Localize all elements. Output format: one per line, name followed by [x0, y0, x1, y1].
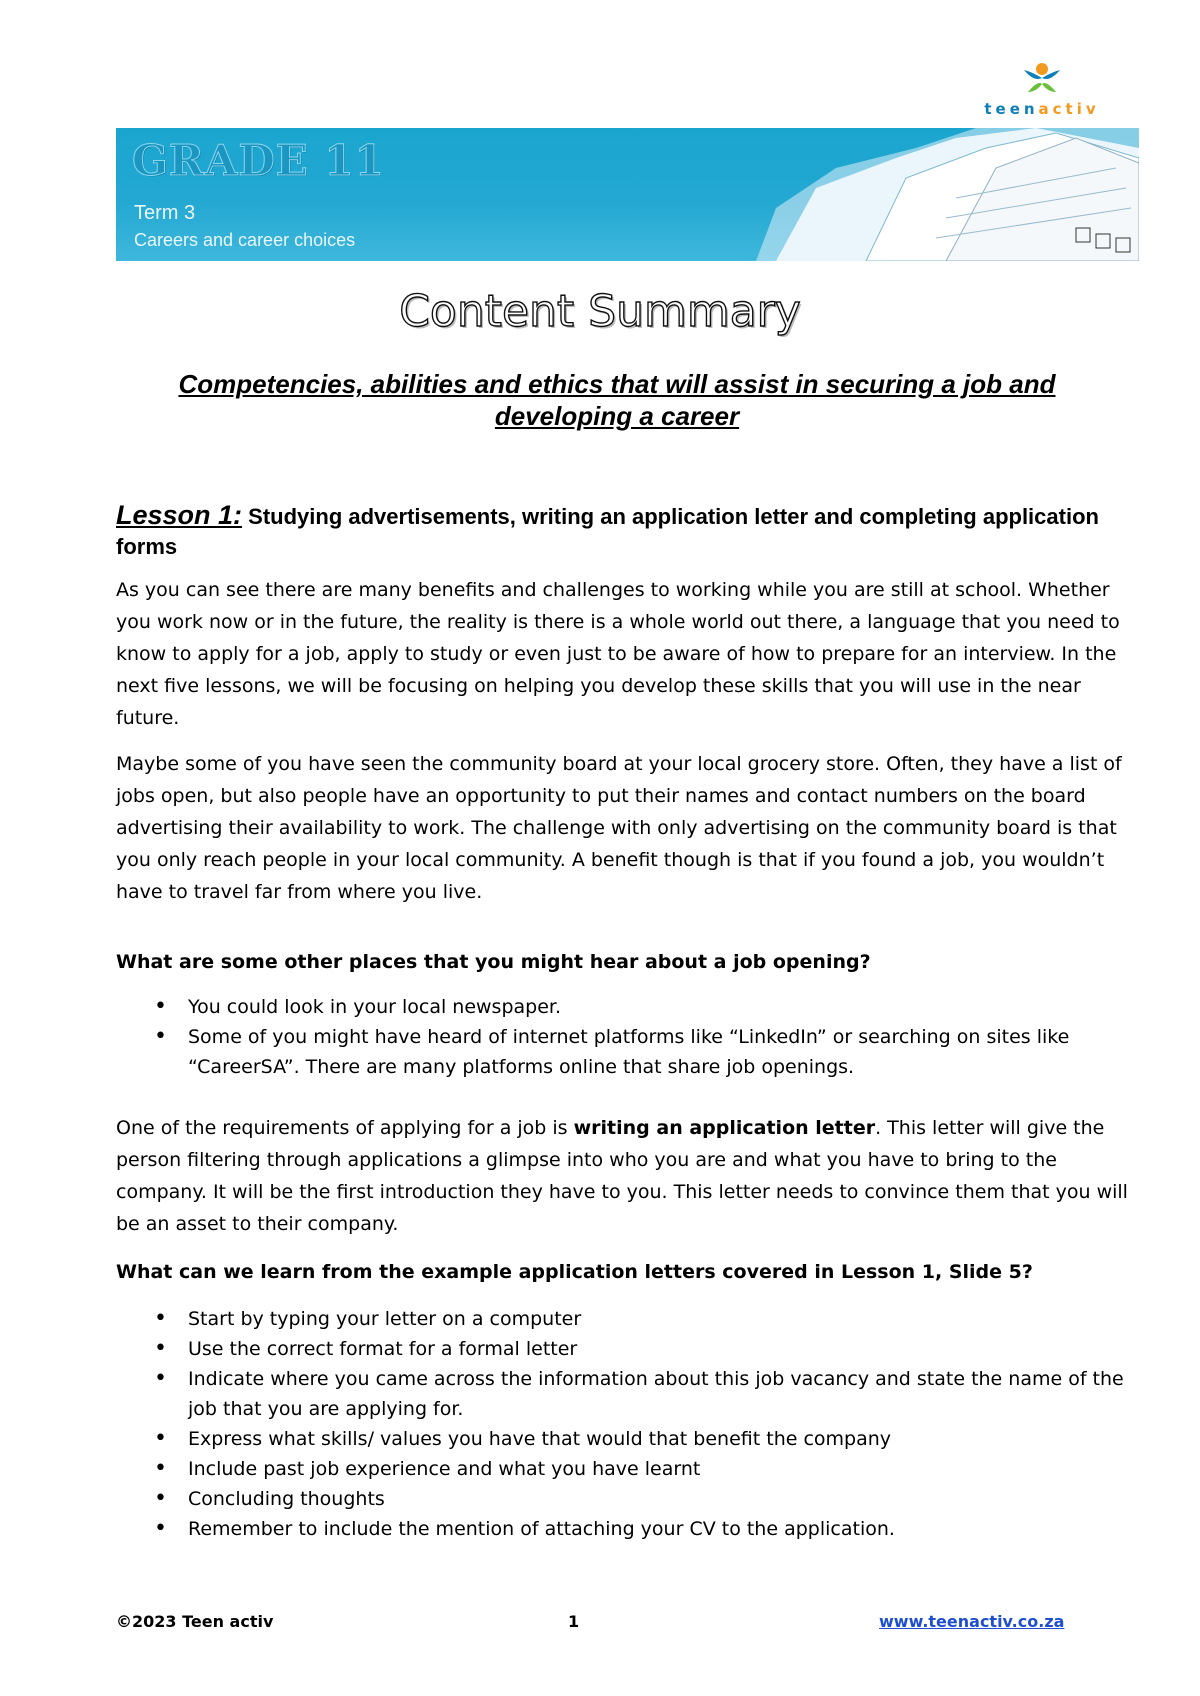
- paragraph-application-letter: One of the requirements of applying for a job is writing an application letter. This letter will give the person filtering through applications a glimpse into who you are and what you have to bring to the company. It will be the first introduction they have to you. This letter needs to convince them that you will be an asset to their company.: [116, 1117, 1128, 1235]
- list-item: • Use the correct format for a formal letter: [116, 1334, 1131, 1364]
- footer-website-link[interactable]: www.teenactiv.co.za: [879, 1612, 1065, 1631]
- grade-banner: [116, 128, 1139, 261]
- lesson-heading: [116, 500, 1116, 562]
- list-letter-tips: [116, 1304, 1131, 1544]
- list-item: • Some of you might have heard of internet platforms like “LinkedIn” or searching on sites like “CareerSA”. There are many platforms online that share job openings.: [116, 1022, 1131, 1082]
- paragraph-community-board: Maybe some of you have seen the community board at your local grocery store. Often, they have a list of jobs open, but also people have an opportunity to put their names and contact numbers on the board advertising their availability to work. The challenge with only advertising on the community board is that you only reach people in your local community. A benefit though is that if you found a job, you wouldn’t have to travel far from where you live.: [116, 753, 1122, 903]
- list-item: • Express what skills/ values you have that would that benefit the company: [116, 1424, 1131, 1454]
- footer-copyright: ©2023 Teen activ: [116, 1612, 274, 1631]
- logo-figure-icon: [962, 62, 1122, 102]
- application-forms-image: [716, 128, 1139, 261]
- page-title: Content Summary: [399, 286, 801, 337]
- question-example-letters: What can we learn from the example application letters covered in Lesson 1, Slide 5?: [116, 1261, 1033, 1283]
- page-subtitle: Competencies, abilities and ethics that will assist in securing a job and developing a career: [178, 369, 1056, 431]
- paragraph-intro: As you can see there are many benefits and challenges to working while you are still at school. Whether you work now or in the future, the reality is there is a whole world out there, a language that you need to know to apply for a job, apply to study or even just to be aware of how to prepare for an interview. In the next five lessons, we will be focusing on helping you develop these skills that you will use in the near future.: [116, 579, 1120, 729]
- list-item: • You could look in your local newspaper.: [116, 992, 1131, 1022]
- application-letter-emphasis: writing an application letter: [573, 1117, 876, 1139]
- teenactiv-logo: [962, 62, 1122, 122]
- list-item: • Indicate where you came across the information about this job vacancy and state the name of the job that you are applying for.: [116, 1364, 1131, 1424]
- footer-page-number: 1: [568, 1612, 580, 1631]
- banner-topic: Careers and career choices: [134, 230, 356, 250]
- banner-grade: GRADE 11: [132, 136, 385, 185]
- question-job-opening: What are some other places that you might hear about a job opening?: [116, 951, 871, 973]
- list-item: • Include past job experience and what you have learnt: [116, 1454, 1131, 1484]
- list-item: • Concluding thoughts: [116, 1484, 1131, 1514]
- list-job-sources: [116, 992, 1131, 1082]
- logo-wordmark: teenactiv: [984, 100, 1100, 118]
- list-item: • Remember to include the mention of attaching your CV to the application.: [116, 1514, 1131, 1544]
- page-footer: [116, 1612, 1116, 1642]
- lesson-title: Studying advertisements, writing an application letter and completing application forms: [116, 504, 1099, 559]
- list-item: • Start by typing your letter on a computer: [116, 1304, 1131, 1334]
- lesson-label: Lesson 1:: [116, 500, 243, 530]
- banner-term: Term 3: [134, 202, 196, 224]
